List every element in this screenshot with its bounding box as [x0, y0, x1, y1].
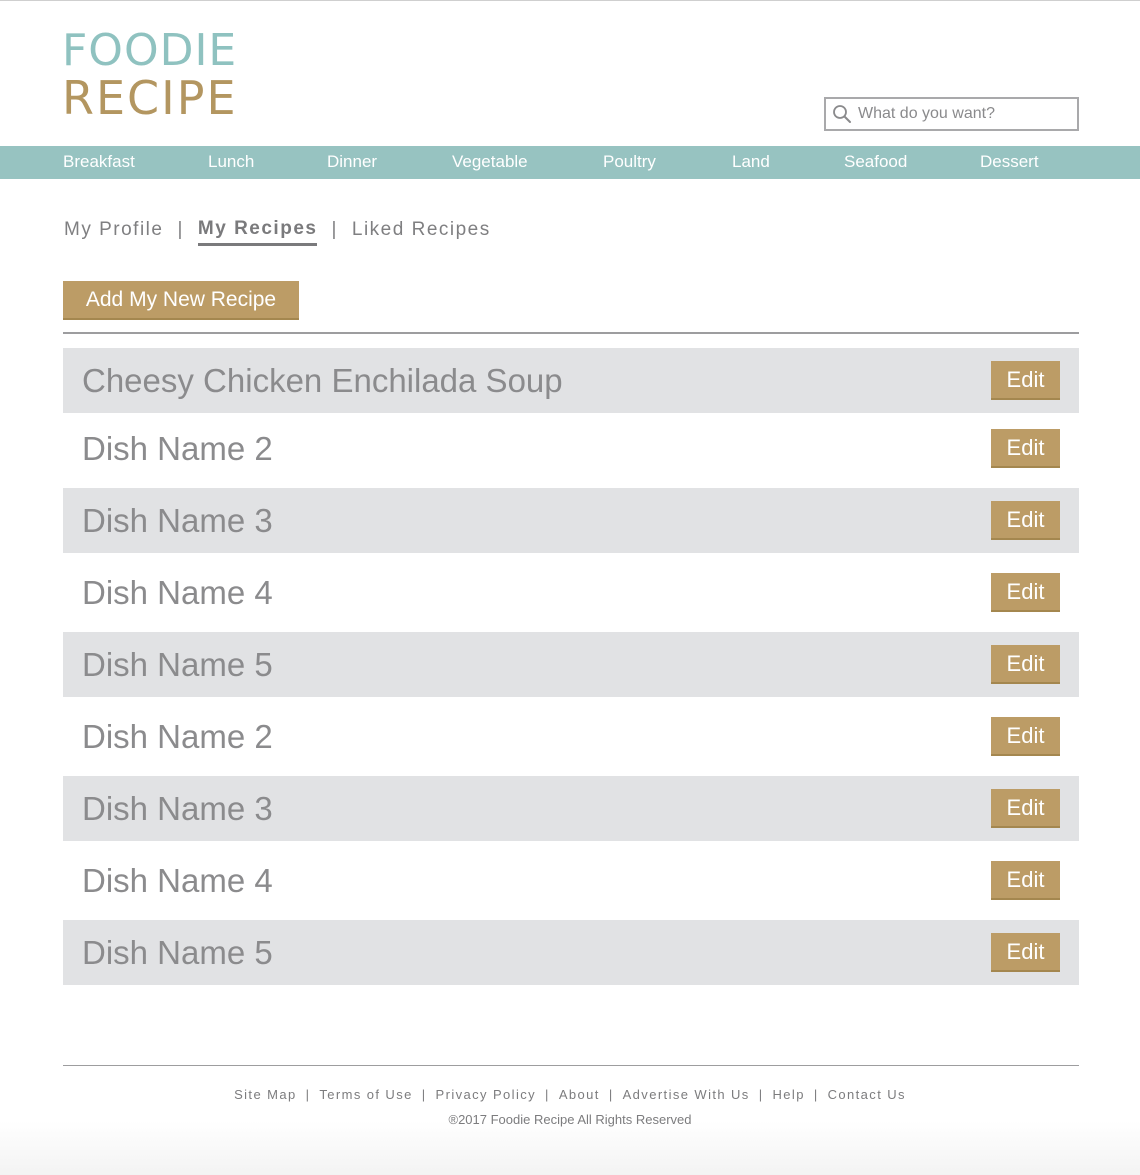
- search-input[interactable]: [858, 105, 1068, 123]
- recipe-name[interactable]: Dish Name 4: [82, 573, 273, 611]
- logo-line-1: FOODIE: [62, 25, 238, 76]
- recipe-name[interactable]: Dish Name 3: [82, 789, 273, 827]
- edit-button[interactable]: Edit: [991, 573, 1060, 612]
- edit-button[interactable]: Edit: [991, 933, 1060, 972]
- divider: [63, 332, 1079, 334]
- tab-separator: |: [331, 218, 338, 240]
- category-dinner[interactable]: Dinner: [327, 152, 378, 171]
- site-logo[interactable]: [62, 25, 238, 125]
- category-breakfast[interactable]: Breakfast: [63, 152, 135, 171]
- logo-line-2: RECIPE: [62, 71, 238, 125]
- recipe-row: [63, 560, 1079, 625]
- search-box: [824, 97, 1079, 131]
- category-vegetable[interactable]: Vegetable: [452, 152, 528, 171]
- footer-link-about[interactable]: About: [558, 1087, 600, 1102]
- category-lunch[interactable]: Lunch: [208, 152, 255, 171]
- recipe-row: [63, 848, 1079, 913]
- footer-separator: |: [813, 1087, 819, 1102]
- category-dessert[interactable]: Dessert: [980, 152, 1039, 171]
- recipe-name[interactable]: Dish Name 5: [82, 933, 273, 971]
- recipe-row: [63, 348, 1079, 413]
- edit-button[interactable]: Edit: [991, 429, 1060, 468]
- footer-link-contact[interactable]: Contact Us: [827, 1087, 906, 1102]
- profile-tabs: [64, 213, 491, 246]
- recipe-name[interactable]: Cheesy Chicken Enchilada Soup: [82, 361, 563, 399]
- search-icon[interactable]: [826, 99, 858, 129]
- tab-liked-recipes[interactable]: Liked Recipes: [351, 218, 491, 240]
- footer-separator: |: [305, 1087, 311, 1102]
- footer-separator: |: [421, 1087, 427, 1102]
- recipe-row: [63, 776, 1079, 841]
- footer-link-terms[interactable]: Terms of Use: [319, 1087, 413, 1102]
- edit-button[interactable]: Edit: [991, 789, 1060, 828]
- edit-button[interactable]: Edit: [991, 361, 1060, 400]
- recipe-name[interactable]: Dish Name 3: [82, 501, 273, 539]
- add-new-recipe-button[interactable]: Add My New Recipe: [63, 281, 299, 320]
- copyright-text: ®2017 Foodie Recipe All Rights Reserved: [448, 1112, 692, 1127]
- footer-separator: |: [758, 1087, 764, 1102]
- recipe-name[interactable]: Dish Name 2: [82, 429, 273, 467]
- footer-link-help[interactable]: Help: [772, 1087, 805, 1102]
- recipe-row: [63, 920, 1079, 985]
- recipe-row: [63, 632, 1079, 697]
- footer-link-site-map[interactable]: Site Map: [234, 1087, 297, 1102]
- recipe-name[interactable]: Dish Name 5: [82, 645, 273, 683]
- tab-my-profile[interactable]: My Profile: [64, 218, 164, 240]
- category-land[interactable]: Land: [732, 152, 770, 171]
- footer-link-privacy[interactable]: Privacy Policy: [435, 1087, 537, 1102]
- recipe-row: [63, 704, 1079, 769]
- recipe-name[interactable]: Dish Name 4: [82, 861, 273, 899]
- category-seafood[interactable]: Seafood: [844, 152, 908, 171]
- tab-separator: |: [177, 218, 184, 240]
- footer-link-advertise[interactable]: Advertise With Us: [622, 1087, 750, 1102]
- recipe-name[interactable]: Dish Name 2: [82, 717, 273, 755]
- recipe-row: [63, 416, 1079, 481]
- footer-separator: |: [608, 1087, 614, 1102]
- edit-button[interactable]: Edit: [991, 501, 1060, 540]
- edit-button[interactable]: Edit: [991, 717, 1060, 756]
- footer-separator: |: [545, 1087, 550, 1102]
- edit-button[interactable]: Edit: [991, 645, 1060, 684]
- category-poultry[interactable]: Poultry: [603, 152, 656, 171]
- recipe-row: [63, 488, 1079, 553]
- footer-links: [0, 1087, 1140, 1102]
- tab-my-recipes[interactable]: My Recipes: [198, 218, 318, 246]
- category-nav: [0, 146, 1140, 179]
- footer-divider: [63, 1065, 1079, 1066]
- edit-button[interactable]: Edit: [991, 861, 1060, 900]
